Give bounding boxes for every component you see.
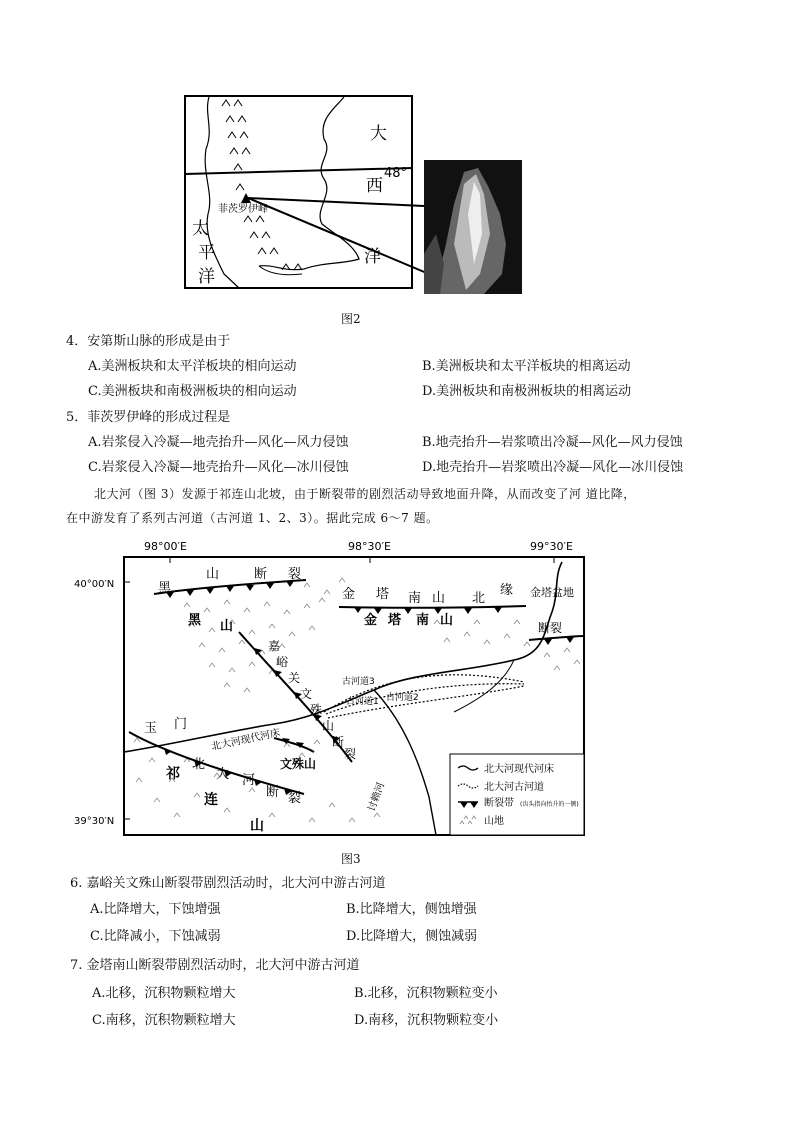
q4-option-b: B.美洲板块和太平洋板块的相离运动 bbox=[422, 359, 631, 374]
legend-ancient-channel: 北大河古河道 bbox=[484, 782, 544, 793]
label-ping: 平 bbox=[198, 243, 215, 263]
lat-40-00: 40°00′N bbox=[74, 579, 115, 590]
ancient-channel-1: 古河道1 bbox=[346, 697, 379, 707]
heishan-fault-label-4: 裂 bbox=[288, 567, 302, 582]
intro-line-2: 在中游发育了系列古河道（古河道 1、2、3）。据此完成 6～7 题。 bbox=[66, 511, 439, 525]
beida-fault-4: 裂 bbox=[288, 791, 302, 806]
right-fault-label: 断裂 bbox=[538, 621, 563, 635]
q6-option-c: C.比降减小，下蚀减弱 bbox=[90, 929, 221, 944]
q6-option-d: D.比降增大，侧蚀减弱 bbox=[346, 929, 478, 944]
label-tai: 太 bbox=[192, 219, 209, 239]
label-fitzroy-peak: 菲茨罗伊峰 bbox=[218, 204, 268, 215]
jiayuguan-6: 山 bbox=[322, 719, 335, 733]
intro-line-1: 北大河（图 3）发源于祁连山北坡，由于断裂带的剧烈活动导致地面升降，从而改变了河 道比降， bbox=[94, 487, 636, 501]
q4-option-c: C.美洲板块和南极洲板块的相向运动 bbox=[88, 384, 297, 399]
label-lat-48: 48° bbox=[384, 166, 408, 181]
jintanan-shan-4: 山 bbox=[440, 613, 454, 628]
label-da: 大 bbox=[370, 124, 387, 144]
jinta-basin-label: 金塔盆地 bbox=[530, 586, 574, 599]
q4-option-a: A.美洲板块和太平洋板块的相向运动 bbox=[88, 359, 297, 374]
q7-option-b: B.北移，沉积物颗粒变小 bbox=[354, 986, 498, 1001]
q5-stem: 5．菲茨罗伊峰的形成过程是 bbox=[66, 410, 231, 425]
lon-99-30: 99°30′E bbox=[530, 540, 573, 553]
jinta-fault-label-1: 金 bbox=[342, 587, 356, 602]
q4-stem: 4．安第斯山脉的形成是由于 bbox=[66, 334, 231, 349]
heishan-fault-label-2: 山 bbox=[206, 567, 220, 582]
fitzroy-peak-photo bbox=[424, 160, 522, 294]
jiayuguan-1: 嘉 bbox=[268, 639, 281, 653]
q6-option-b: B.比降增大，侧蚀增强 bbox=[346, 902, 477, 917]
q5-option-d: D.地壳抬升—岩浆喷出冷凝—风化—冰川侵蚀 bbox=[422, 460, 684, 475]
beida-fault-2: 河 bbox=[242, 773, 256, 788]
q5-option-b: B.地壳抬升—岩浆喷出冷凝—风化—风力侵蚀 bbox=[422, 435, 683, 450]
lon-98-00: 98°00′E bbox=[144, 540, 187, 553]
jinta-fault-label-3: 南 bbox=[408, 591, 422, 606]
heishan-fault-label-3: 断 bbox=[254, 567, 268, 582]
modern-bed-label: 北大河现代河床 bbox=[210, 727, 282, 753]
ancient-channel-2: 古河道2 bbox=[386, 693, 419, 703]
jintanan-shan-2: 塔 bbox=[388, 613, 402, 628]
heishan-fault-label-1: 黑 bbox=[158, 581, 172, 596]
beida-fault-3: 断 bbox=[266, 785, 280, 800]
jintanan-shan-1: 金 bbox=[364, 613, 378, 628]
q7-option-a: A.北移，沉积物颗粒增大 bbox=[92, 986, 236, 1001]
yumen-2: 门 bbox=[174, 717, 188, 732]
figure-2-caption: 图2 bbox=[341, 312, 361, 326]
jiayuguan-7: 断 bbox=[332, 735, 345, 749]
q5-option-c: C.岩浆侵入冷凝—地壳抬升—风化—冰川侵蚀 bbox=[88, 460, 349, 475]
jinta-fault-label-5: 北 bbox=[472, 591, 486, 606]
figure-2-map bbox=[184, 94, 524, 296]
qilian-1: 祁 bbox=[166, 766, 180, 782]
yumen-1: 玉 bbox=[144, 721, 158, 736]
qilian-2: 连 bbox=[204, 792, 218, 808]
lat-39-30: 39°30′N bbox=[74, 816, 115, 827]
legend-modern-bed: 北大河现代河床 bbox=[484, 764, 554, 775]
legend-fault-note: (齿头指向抬升的一侧) bbox=[520, 801, 579, 808]
jiayuguan-2: 峪 bbox=[276, 655, 289, 669]
bei-label: 北 bbox=[192, 757, 206, 772]
q6-stem: 6. 嘉峪关文殊山断裂带剧烈活动时，北大河中游古河道 bbox=[70, 876, 386, 891]
figure-3-map bbox=[74, 532, 594, 842]
qilian-3: 山 bbox=[250, 818, 264, 834]
figure-3-caption: 图3 bbox=[341, 852, 361, 866]
q7-option-d: D.南移，沉积物颗粒变小 bbox=[354, 1013, 499, 1028]
jinta-fault-label-4: 山 bbox=[432, 591, 446, 606]
label-yang-pacific: 洋 bbox=[198, 267, 215, 287]
label-xi: 西 bbox=[366, 176, 383, 196]
jintanan-shan-3: 南 bbox=[416, 613, 430, 628]
ancient-channel-3: 古河道3 bbox=[342, 677, 375, 687]
label-yang-atlantic: 洋 bbox=[364, 247, 381, 267]
jiayuguan-8: 裂 bbox=[344, 747, 357, 761]
figure-3-legend bbox=[450, 754, 584, 835]
q7-option-c: C.南移，沉积物颗粒增大 bbox=[92, 1013, 236, 1028]
beida-fault-1: 大 bbox=[216, 767, 230, 782]
river-tributary-label: 讨赖河 bbox=[366, 781, 388, 814]
jiayuguan-5: 殊 bbox=[310, 703, 323, 717]
heishan-1: 黑 bbox=[188, 613, 202, 628]
q4-option-d: D.美洲板块和南极洲板块的相离运动 bbox=[422, 384, 632, 399]
heishan-2: 山 bbox=[220, 619, 234, 634]
jinta-fault-label-6: 缘 bbox=[500, 583, 514, 598]
lon-98-30: 98°30′E bbox=[348, 540, 391, 553]
jinta-fault-label-2: 塔 bbox=[376, 587, 390, 602]
q7-stem: 7. 金塔南山断裂带剧烈活动时，北大河中游古河道 bbox=[70, 958, 360, 973]
jiayuguan-4: 文 bbox=[300, 687, 313, 701]
legend-mountain: 山地 bbox=[484, 816, 504, 827]
legend-fault-zone: 断裂带 bbox=[484, 798, 514, 809]
wenshu-shan-label: 文殊山 bbox=[280, 757, 317, 771]
jiayuguan-3: 关 bbox=[288, 671, 301, 685]
q5-option-a: A.岩浆侵入冷凝—地壳抬升—风化—风力侵蚀 bbox=[88, 435, 349, 450]
q6-option-a: A.比降增大，下蚀增强 bbox=[90, 902, 221, 917]
